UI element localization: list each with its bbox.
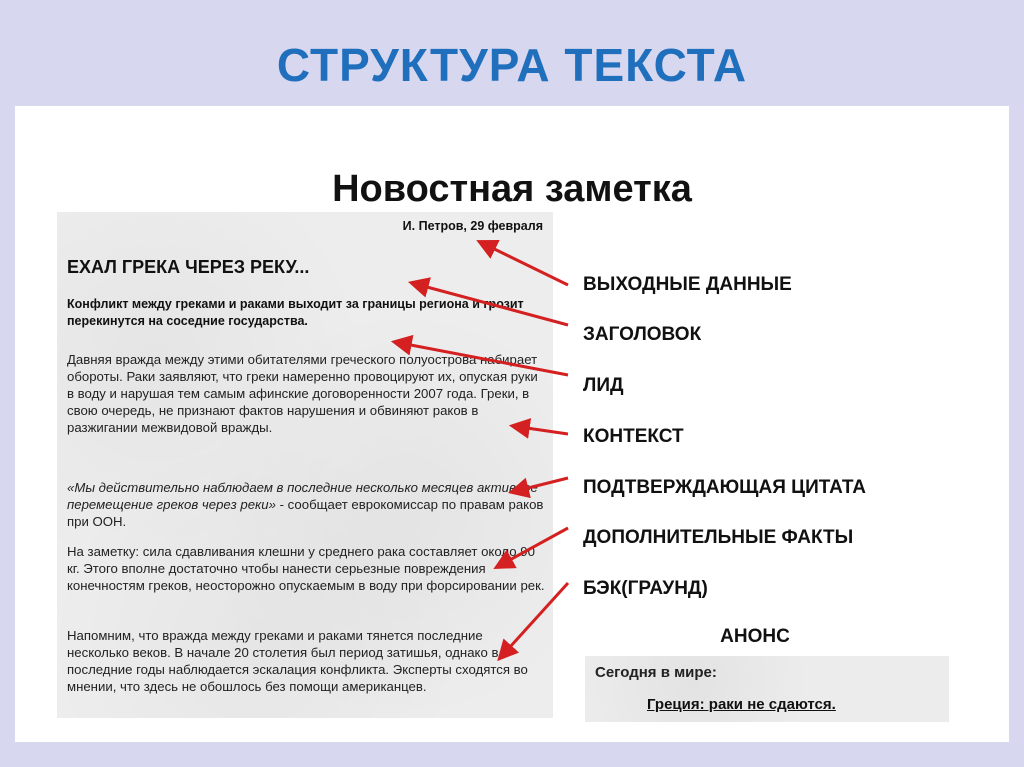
panel-title: Новостная заметка <box>332 168 692 210</box>
label-context: КОНТЕКСТ <box>583 426 684 447</box>
label-headline: ЗАГОЛОВОК <box>583 324 702 345</box>
label-lead: ЛИД <box>583 375 624 396</box>
arrow-output-data <box>480 242 568 285</box>
announce-heading: Сегодня в мире: <box>595 664 717 681</box>
arrow-background <box>500 583 568 658</box>
arrow-lead <box>395 342 568 375</box>
label-announce: АНОНС <box>720 626 790 647</box>
label-quote: ПОДТВЕРЖДАЮЩАЯ ЦИТАТА <box>583 477 867 498</box>
arrow-headline <box>412 283 568 325</box>
article-facts: На заметку: сила сдавливания клешни у среднего рака составляет около 90 кг. Этого вполне достаточно чтобы нанести серьезные повреждения конечностям греков, неосторожно опускаемым в воду при форсировании рек. <box>67 544 545 593</box>
arrow-context <box>513 426 568 434</box>
article-headline: ЕХАЛ ГРЕКА ЧЕРЕЗ РЕКУ... <box>67 257 310 277</box>
announce-item: Греция: раки не сдаются. <box>647 696 836 713</box>
label-facts: ДОПОЛНИТЕЛЬНЫЕ ФАКТЫ <box>583 527 854 548</box>
slide-title: СТРУКТУРА ТЕКСТА <box>276 39 748 91</box>
article-background: Напомним, что вражда между греками и раками тянется последние несколько веков. В начале 20 столетия был период затишья, однако в последние годы наблюдается эскалация конфликта. Эксперты сходятся во мнении, что здесь не обошлось без помощи американцев. <box>67 628 528 694</box>
article-lead: Конфликт между греками и раками выходит за границы региона и грозит перекинутся на соседние государства. <box>67 297 524 328</box>
label-output-data: ВЫХОДНЫЕ ДАННЫЕ <box>583 274 792 295</box>
label-background: БЭК(ГРАУНД) <box>583 578 708 599</box>
quote-attribution: - сообщает еврокомиссар по правам раков при ООН. <box>67 497 544 529</box>
article-byline: И. Петров, 29 февраля <box>402 219 543 233</box>
arrow-facts <box>497 528 568 567</box>
quote-text: «Мы действительно наблюдаем в последние несколько месяцев активное перемещение греков через реки» <box>67 480 538 512</box>
arrow-quote <box>512 478 568 492</box>
article-context: Давняя вражда между этими обитателями греческого полуострова набирает обороты. Раки заявляют, что греки намеренно провоцируют их, опуская руки в воду и нарушая тем самым афинские договоренности 2007 года. Греки, в свою очередь, не признают фактов нарушения и обвиняют раков в разжигании межвидовой вражды. <box>67 352 538 435</box>
